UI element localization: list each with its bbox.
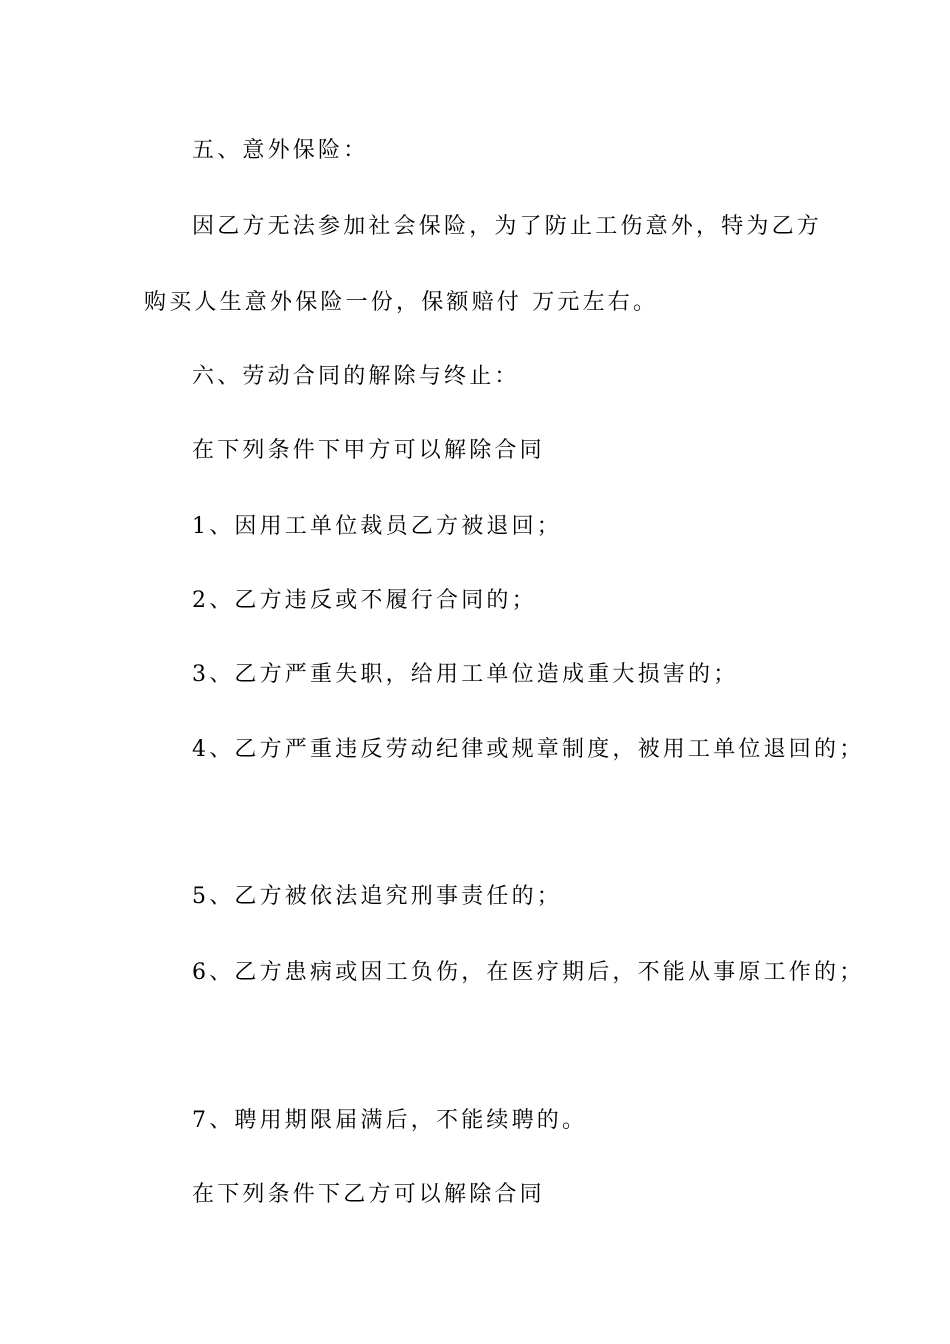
list-item: 7、聘用期限届满后，不能续聘的。 [192,1108,588,1133]
paragraph-line: 在下列条件下乙方可以解除合同 [192,1182,545,1207]
list-item: 4、乙方严重违反劳动纪律或规章制度，被用工单位退回的； [192,737,865,762]
paragraph-line: 因乙方无法参加社会保险，为了防止工伤意外，特为乙方 [192,214,823,239]
paragraph-line: 购买人生意外保险一份，保额赔付 万元左右。 [144,290,659,315]
section-heading-contract-termination: 六、劳动合同的解除与终止： [192,364,520,389]
list-item: 6、乙方患病或因工负伤，在医疗期后，不能从事原工作的； [192,960,865,985]
list-item: 5、乙方被依法追究刑事责任的； [192,884,562,909]
list-item: 3、乙方严重失职，给用工单位造成重大损害的； [192,662,739,687]
section-heading-accident-insurance: 五、意外保险： [192,138,369,163]
list-item: 1、因用工单位裁员乙方被退回； [192,514,562,539]
list-item: 2、乙方违反或不履行合同的； [192,588,537,613]
paragraph-line: 在下列条件下甲方可以解除合同 [192,438,545,463]
